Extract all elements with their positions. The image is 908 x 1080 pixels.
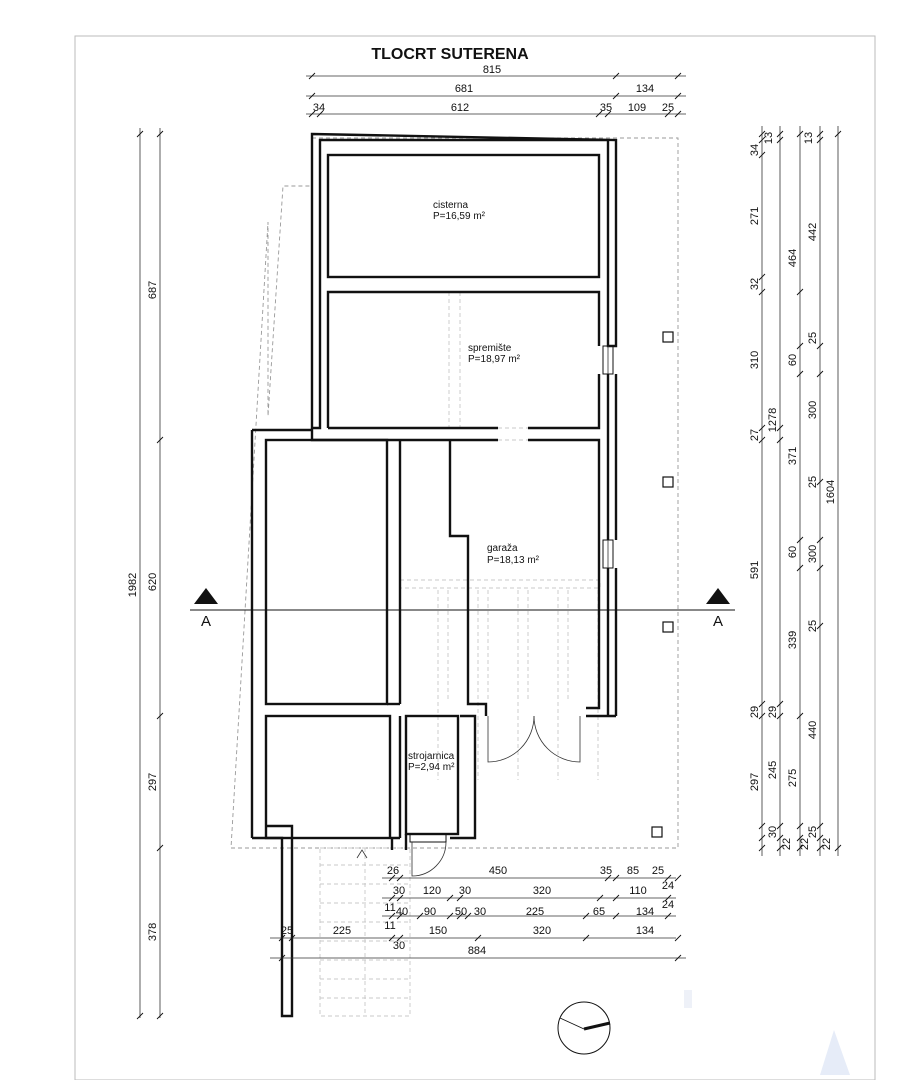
section-arrow-left-icon: [194, 588, 218, 604]
dim-label: 339: [787, 630, 799, 650]
dim-label: 297: [749, 772, 761, 792]
dim-label: 591: [749, 560, 761, 580]
dim-label: 65: [592, 906, 606, 918]
dim-label: 440: [807, 720, 819, 740]
dim-label: 50: [454, 906, 468, 918]
dim-label: 320: [532, 885, 552, 897]
dim-label: 300: [807, 400, 819, 420]
dim-label: 32: [749, 277, 761, 291]
dim-label: 25: [807, 475, 819, 489]
dim-label: 245: [767, 760, 779, 780]
dim-label: 1982: [127, 572, 139, 598]
section-line: [190, 588, 735, 630]
room-area: P=18,97 m²: [468, 354, 520, 365]
dim-label: 620: [147, 572, 159, 592]
dim-label: 320: [532, 925, 552, 937]
dim-label: 22: [821, 837, 833, 851]
dim-label: 85: [626, 865, 640, 877]
dim-label: 884: [467, 945, 487, 957]
dim-label: 25: [807, 331, 819, 345]
dim-label: 24: [661, 880, 675, 892]
dim-label: 25: [280, 925, 294, 937]
dim-label: 687: [147, 280, 159, 300]
dim-label: 24: [661, 899, 675, 911]
dim-label: 310: [749, 350, 761, 370]
dim-label: 297: [147, 772, 159, 792]
dim-label: 134: [635, 906, 655, 918]
room-spremiste: [468, 343, 521, 365]
dim-label: 29: [749, 705, 761, 719]
dim-label: 13: [803, 131, 815, 145]
dim-label: 25: [807, 619, 819, 633]
dim-label: 11: [384, 920, 396, 932]
north-arrow-icon: [558, 1002, 610, 1054]
dim-label: 60: [787, 353, 799, 367]
dim-label: 815: [482, 64, 502, 76]
room-area: P=16,59 m²: [433, 211, 485, 222]
dim-label: 25: [807, 825, 819, 839]
dim-label: 378: [147, 922, 159, 942]
pillars: [652, 332, 673, 837]
dim-label: 13: [763, 131, 775, 145]
dim-label: 109: [627, 102, 647, 114]
plan-title: TLOCRT SUTERENA: [371, 46, 529, 63]
dim-label: 60: [787, 545, 799, 559]
room-name: garaža: [487, 543, 518, 554]
room-name: spremište: [468, 343, 512, 354]
section-label-right: A: [712, 613, 724, 630]
dims-top: [313, 64, 674, 114]
section-label-left: A: [200, 613, 212, 630]
dim-label: 371: [787, 446, 799, 466]
dim-label: 30: [767, 825, 779, 839]
dim-label: 442: [807, 222, 819, 242]
dims-left: [127, 281, 159, 941]
dim-label: 90: [423, 906, 437, 918]
dim-label: 275: [787, 768, 799, 788]
dim-label: 225: [525, 906, 545, 918]
dim-label: 300: [807, 544, 819, 564]
dim-label: 134: [635, 925, 655, 937]
dim-label: 464: [787, 248, 799, 268]
dim-label: 150: [428, 925, 448, 937]
strojarnica-door: [410, 834, 446, 876]
room-area: P=18,13 m²: [487, 555, 539, 566]
dim-label: 612: [450, 102, 470, 114]
dim-label: 22: [781, 837, 793, 851]
dim-label: 30: [473, 906, 487, 918]
garage-doors: [488, 716, 580, 762]
room-area: P=2,94 m²: [408, 762, 455, 773]
dim-label: 29: [767, 705, 779, 719]
dashed-outline: [231, 138, 678, 848]
dim-label: 35: [599, 102, 613, 114]
dim-label: 30: [392, 940, 406, 952]
dim-label: 27: [749, 428, 761, 442]
scan-artifact: [684, 990, 850, 1075]
dim-label: 11: [384, 902, 396, 914]
dim-label: 34: [312, 102, 326, 114]
dim-label: 30: [392, 885, 406, 897]
walls: [252, 134, 616, 1016]
dim-label: 40: [395, 906, 409, 918]
room-strojarnica: [408, 751, 455, 773]
dim-label: 1604: [825, 479, 837, 505]
dim-label: 110: [629, 885, 647, 897]
dim-label: 34: [749, 143, 761, 157]
dim-label: 26: [386, 865, 400, 877]
room-name: strojarnica: [408, 751, 455, 762]
dim-label: 25: [661, 102, 675, 114]
section-arrow-right-icon: [706, 588, 730, 604]
dim-label: 271: [749, 206, 761, 226]
dim-label: 120: [422, 885, 442, 897]
dim-label: 25: [651, 865, 665, 877]
dim-label: 22: [799, 837, 811, 851]
dim-label: 30: [458, 885, 472, 897]
dim-label: 1278: [767, 407, 779, 433]
room-cisterna: [433, 200, 486, 222]
dim-label: 134: [635, 83, 655, 95]
dim-label: 450: [488, 865, 508, 877]
sheet-border: [75, 36, 875, 1080]
dim-label: 35: [599, 865, 613, 877]
room-garaza: [487, 543, 540, 566]
dim-label: 225: [332, 925, 352, 937]
dim-label: 681: [454, 83, 474, 95]
room-name: cisterna: [433, 200, 469, 211]
